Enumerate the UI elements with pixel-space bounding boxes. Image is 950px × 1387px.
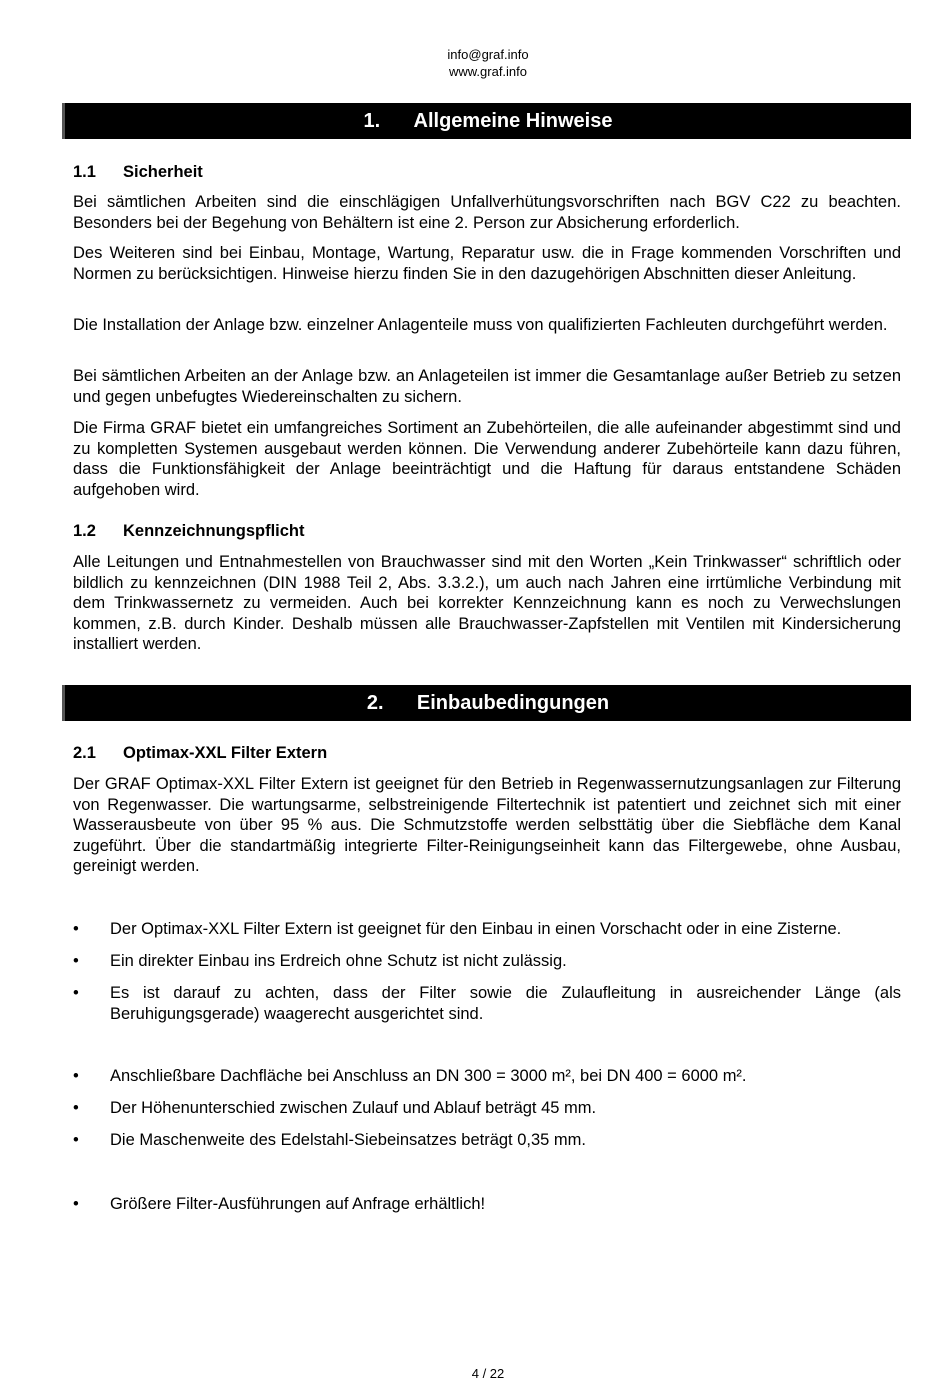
header-website: www.graf.info xyxy=(448,64,528,79)
subsection-number: 2.1 xyxy=(73,744,96,762)
section-title: Einbaubedingungen xyxy=(416,691,610,714)
bullet-icon: • xyxy=(73,1195,79,1213)
section-1-heading xyxy=(62,103,911,139)
list-item xyxy=(73,1194,901,1215)
bullet-icon: • xyxy=(73,984,79,1002)
subsection-1-1-heading xyxy=(73,162,203,182)
list-item xyxy=(73,1098,901,1119)
list-item-text: Ein direkter Einbau ins Erdreich ohne Schutz ist nicht zulässig. xyxy=(110,952,567,970)
list-item-text: Der Höhenunterschied zwischen Zulauf und Ablauf beträgt 45 mm. xyxy=(110,1099,597,1117)
list-item xyxy=(73,1130,901,1151)
subsection-number: 1.1 xyxy=(73,163,96,181)
header-email: info@graf.info xyxy=(447,47,529,62)
list-item-text: Größere Filter-Ausführungen auf Anfrage erhältlich! xyxy=(110,1195,486,1213)
paragraph: Die Installation der Anlage bzw. einzelner Anlagenteile muss von qualifizierten Fachleuten durchgeführt werden. xyxy=(73,316,888,334)
list-item xyxy=(73,983,901,1024)
list-item xyxy=(73,951,901,972)
list-item-text: Anschließbare Dachfläche bei Anschluss an DN 300 = 3000 m², bei DN 400 = 6000 m². xyxy=(110,1067,747,1085)
bullet-icon: • xyxy=(73,1131,79,1149)
subsection-title: Kennzeichnungspflicht xyxy=(123,522,305,540)
list-item xyxy=(73,1066,901,1087)
subsection-title: Optimax-XXL Filter Extern xyxy=(123,744,328,762)
paragraph: Alle Leitungen und Entnahmestellen von Brauchwasser sind mit den Worten „Kein Trinkwasser“ schriftlich oder bildlich zu kennzeichnen (DIN 1988 Teil 2, Abs. 3.3.2.), um auch nach Jahren eine irrtümliche Verbindung mit dem Trinkwassernetz zu vermeiden. Auch bei korrekter Kennzeichnung kann es noch zu Verwechslungen kommen, z.B. durch Kinder. Deshalb müssen alle Brauchwasser-Zapfstellen mit Ventilen mit Kindersicherung installiert werden. xyxy=(73,553,901,653)
page-header xyxy=(0,46,950,80)
bullet-icon: • xyxy=(73,1099,79,1117)
page-number: 4 / 22 xyxy=(471,1366,505,1381)
bullet-icon: • xyxy=(73,920,79,938)
paragraph: Der GRAF Optimax-XXL Filter Extern ist geeignet für den Betrieb in Regenwassernutzungsanlagen zur Filterung von Regenwasser. Die wartungsarme, selbstreinigende Filtertechnik ist patentiert und zeichnet sich mit einer Wasserausbeute von über 95 % aus. Die Schmutzstoffe werden selbsttätig über die Siebfläche dem Kanal zugeführt. Über die standartmäßig integrierte Filter-Reinigungseinheit kann das Filtergewebe, ohne Ausbau, gereinigt werden. xyxy=(73,775,901,875)
subsection-2-1-heading xyxy=(73,743,327,763)
paragraph: Die Firma GRAF bietet ein umfangreiches Sortiment an Zubehörteilen, die alle aufeinander abgestimmt sind und zu kompletten Systemen ausgebaut werden können. Die Verwendung anderer Zubehörteile kann dazu führen, dass die Funktionsfähigkeit der Anlage beeinträchtigt und die Haftung für daraus entstandene Schäden aufgehoben wird. xyxy=(73,419,901,499)
list-item-text: Der Optimax-XXL Filter Extern ist geeignet für den Einbau in einen Vorschacht oder in eine Zisterne. xyxy=(110,920,842,938)
section-number: 2. xyxy=(366,691,384,714)
bullet-icon: • xyxy=(73,1067,79,1085)
paragraph: Bei sämtlichen Arbeiten sind die einschlägigen Unfallverhütungsvorschriften nach BGV C22 zu beachten. Besonders bei der Begehung von Behältern ist eine 2. Person zur Absicherung erforderlich. xyxy=(73,193,901,232)
subsection-title: Sicherheit xyxy=(123,163,203,181)
section-title: Allgemeine Hinweise xyxy=(413,109,613,132)
list-item-text: Es ist darauf zu achten, dass der Filter sowie die Zulaufleitung in ausreichender Länge (als Beruhigungsgerade) waagerecht ausgerichtet sind. xyxy=(110,984,901,1023)
section-2-heading xyxy=(62,685,911,721)
paragraph: Des Weiteren sind bei Einbau, Montage, Wartung, Reparatur usw. die in Frage kommenden Vorschriften und Normen zu berücksichtigen. Hinweise hierzu finden Sie in den dazugehörigen Abschnitten dieser Anleitung. xyxy=(73,244,901,283)
list-item-text: Die Maschenweite des Edelstahl-Siebeinsatzes beträgt 0,35 mm. xyxy=(110,1131,586,1149)
list-item xyxy=(73,919,901,940)
subsection-1-2-heading xyxy=(73,521,305,541)
paragraph: Bei sämtlichen Arbeiten an der Anlage bzw. an Anlageteilen ist immer die Gesamtanlage außer Betrieb zu setzen und gegen unbefugtes Wiedereinschalten zu sichern. xyxy=(73,367,901,406)
section-number: 1. xyxy=(363,109,381,132)
bullet-icon: • xyxy=(73,952,79,970)
subsection-number: 1.2 xyxy=(73,522,96,540)
